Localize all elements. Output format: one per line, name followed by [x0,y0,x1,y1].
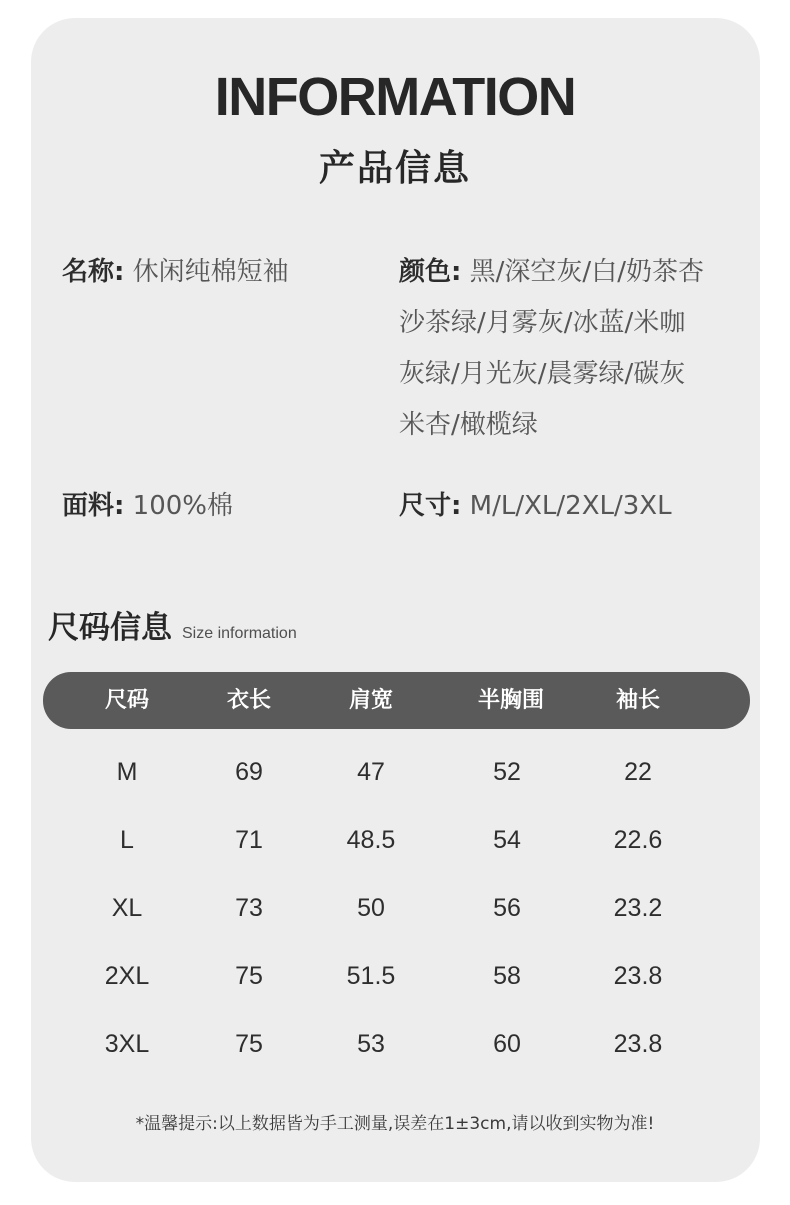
table-cell: 71 [235,826,263,854]
size-info-title: 尺码信息 [48,610,172,646]
table-cell: 73 [235,894,263,922]
table-row [0,956,790,996]
table-cell: 23.2 [613,894,663,922]
product-name-value: 休闲纯棉短袖 [132,257,289,287]
measurement-note: *温馨提示:以上数据皆为手工测量,误差在1±3cm,请以收到实物为准! [135,1114,655,1134]
table-cell: 22.6 [613,826,663,854]
table-cell: 47 [357,758,385,786]
table-cell: 23.8 [613,1030,663,1058]
column-header: 肩宽 [348,688,393,713]
size-info-heading [48,606,297,656]
product-material-value: 100%棉 [132,491,234,521]
product-material-label: 面料: [62,491,125,521]
page-title: INFORMATION [214,67,576,127]
table-cell: 69 [235,758,263,786]
size-info-subtitle: Size information [182,625,297,642]
product-name-label: 名称: [62,257,125,287]
column-header: 半胸围 [477,688,544,713]
table-cell: 53 [357,1030,385,1058]
table-cell: 50 [357,894,385,922]
product-color-line: 黑/深空灰/白/奶茶杏 [469,257,704,287]
product-name [62,247,289,298]
table-cell: 75 [235,1030,263,1058]
product-colors [399,247,704,298]
table-cell: 22 [624,758,652,786]
product-sizes [399,481,672,532]
table-row [0,820,790,860]
table-cell: XL [111,894,143,922]
page-subtitle: 产品信息 [318,148,471,189]
product-color-line: 灰绿/月光灰/晨雾绿/碳灰 [399,359,686,389]
table-row [0,752,790,792]
table-cell: 60 [493,1030,521,1058]
table-cell: 56 [493,894,521,922]
table-cell: 58 [493,962,521,990]
size-table-header [43,672,750,729]
column-header: 袖长 [615,688,660,713]
table-cell: 48.5 [346,826,396,854]
product-color-line: 米杏/橄榄绿 [399,410,538,440]
table-cell: 23.8 [613,962,663,990]
product-material [62,481,233,532]
column-header: 衣长 [226,688,271,713]
table-cell: 3XL [104,1030,150,1058]
info-card [31,18,760,1182]
table-row [0,888,790,928]
table-cell: 2XL [104,962,150,990]
table-row [0,1024,790,1064]
product-color-line: 沙茶绿/月雾灰/冰蓝/米咖 [399,308,686,338]
table-cell: L [120,826,134,854]
table-cell: 54 [493,826,521,854]
column-header: 尺码 [104,688,149,713]
table-cell: 51.5 [346,962,396,990]
product-size-value: M/L/XL/2XL/3XL [469,491,672,521]
table-cell: M [116,758,138,786]
table-cell: 52 [493,758,521,786]
table-cell: 75 [235,962,263,990]
product-size-label: 尺寸: [399,491,462,521]
product-color-label: 颜色: [399,257,462,287]
